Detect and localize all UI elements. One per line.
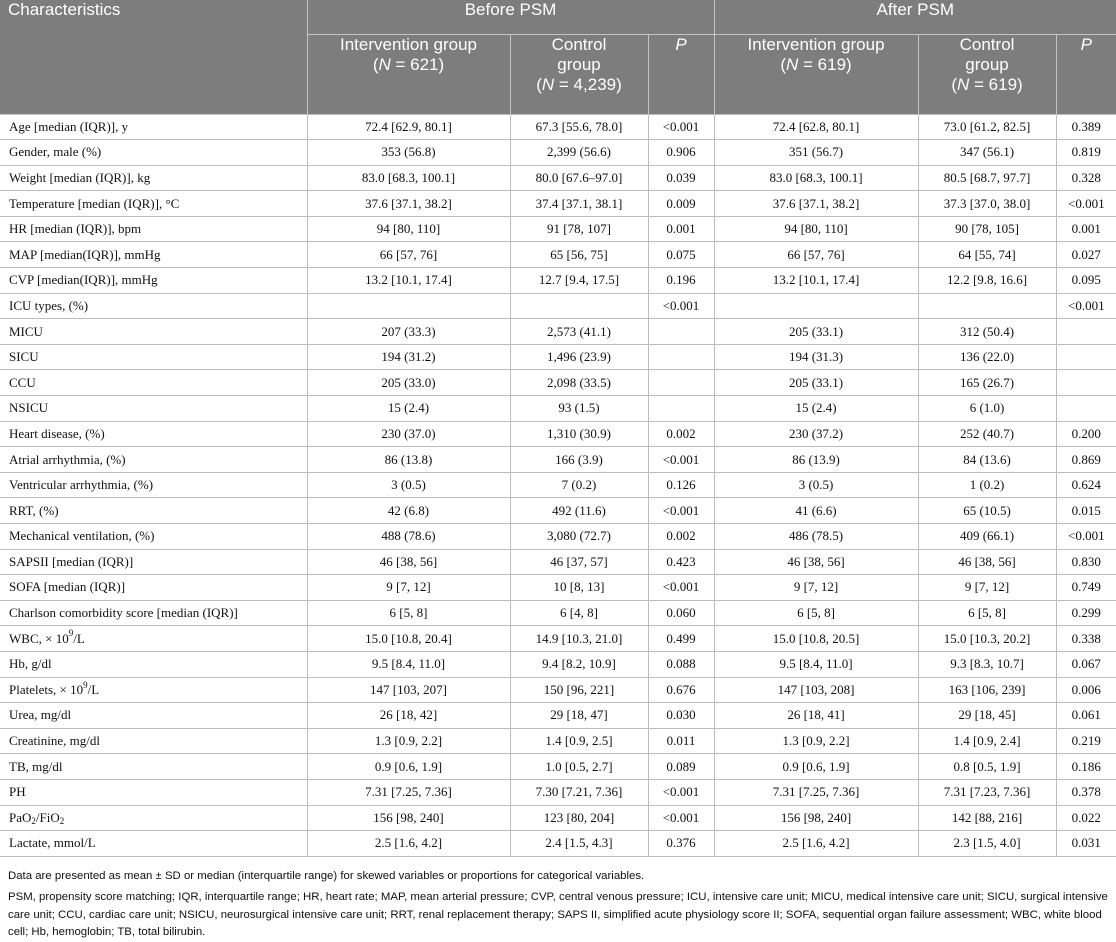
after-p-cell: 0.389 bbox=[1056, 114, 1116, 140]
before-control-cell: 91 [78, 107] bbox=[510, 216, 648, 242]
table-row bbox=[0, 140, 1116, 166]
after-control-cell: 65 (10.5) bbox=[918, 498, 1056, 524]
after-control-cell: 7.31 [7.23, 7.36] bbox=[918, 779, 1056, 805]
table-footnotes bbox=[0, 857, 1116, 942]
before-intervention-cell: 66 [57, 76] bbox=[307, 242, 510, 268]
header-after-control bbox=[918, 34, 1056, 114]
after-p-cell: <0.001 bbox=[1056, 191, 1116, 217]
table-row bbox=[0, 370, 1116, 396]
before-p-cell: 0.002 bbox=[648, 524, 714, 550]
before-intervention-cell: 205 (33.0) bbox=[307, 370, 510, 396]
after-p-cell: 0.001 bbox=[1056, 216, 1116, 242]
after-intervention-cell: 37.6 [37.1, 38.2] bbox=[714, 191, 918, 217]
table-row bbox=[0, 114, 1116, 140]
before-p-cell: <0.001 bbox=[648, 114, 714, 140]
before-p-cell: 0.039 bbox=[648, 165, 714, 191]
before-control-cell: 37.4 [37.1, 38.1] bbox=[510, 191, 648, 217]
after-intervention-cell: 15.0 [10.8, 20.5] bbox=[714, 626, 918, 652]
table-row bbox=[0, 651, 1116, 677]
after-control-cell: 9 [7, 12] bbox=[918, 575, 1056, 601]
after-control-cell: 80.5 [68.7, 97.7] bbox=[918, 165, 1056, 191]
after-p-cell: 0.624 bbox=[1056, 472, 1116, 498]
row-label: Platelets, × $10^9/L$ bbox=[0, 677, 307, 703]
before-intervention-cell bbox=[307, 293, 510, 319]
after-intervention-cell: 194 (31.3) bbox=[714, 344, 918, 370]
after-p-cell: 0.095 bbox=[1056, 268, 1116, 294]
table-row bbox=[0, 677, 1116, 703]
before-control-cell: 6 [4, 8] bbox=[510, 600, 648, 626]
row-label: CVP [median(IQR)], mmHg bbox=[0, 268, 307, 294]
table-row bbox=[0, 242, 1116, 268]
before-control-cell: 3,080 (72.7) bbox=[510, 524, 648, 550]
before-intervention-cell: 147 [103, 207] bbox=[307, 677, 510, 703]
table-row bbox=[0, 293, 1116, 319]
table-row bbox=[0, 549, 1116, 575]
before-control-cell: 2,573 (41.1) bbox=[510, 319, 648, 345]
after-p-cell: 0.200 bbox=[1056, 421, 1116, 447]
row-label: ICU types, (%) bbox=[0, 293, 307, 319]
table-row bbox=[0, 728, 1116, 754]
after-control-cell: 15.0 [10.3, 20.2] bbox=[918, 626, 1056, 652]
before-control-cell: 492 (11.6) bbox=[510, 498, 648, 524]
table-row bbox=[0, 421, 1116, 447]
header-before-control bbox=[510, 34, 648, 114]
table-row bbox=[0, 805, 1116, 831]
row-label: Age [median (IQR)], y bbox=[0, 114, 307, 140]
before-p-cell: 0.126 bbox=[648, 472, 714, 498]
header-group-n: (N = 619) bbox=[951, 74, 1023, 94]
before-control-cell: 1.4 [0.9, 2.5] bbox=[510, 728, 648, 754]
after-intervention-cell: 86 (13.9) bbox=[714, 447, 918, 473]
after-control-cell: 73.0 [61.2, 82.5] bbox=[918, 114, 1056, 140]
row-label: Creatinine, mg/dl bbox=[0, 728, 307, 754]
before-intervention-cell: 72.4 [62.9, 80.1] bbox=[307, 114, 510, 140]
before-intervention-cell: 15 (2.4) bbox=[307, 396, 510, 422]
row-label: RRT, (%) bbox=[0, 498, 307, 524]
row-label: SICU bbox=[0, 344, 307, 370]
table-row bbox=[0, 524, 1116, 550]
before-control-cell: 7.30 [7.21, 7.36] bbox=[510, 779, 648, 805]
after-control-cell: 136 (22.0) bbox=[918, 344, 1056, 370]
before-p-cell: 0.376 bbox=[648, 831, 714, 857]
row-label: TB, mg/dl bbox=[0, 754, 307, 780]
before-control-cell: 93 (1.5) bbox=[510, 396, 648, 422]
row-label: Heart disease, (%) bbox=[0, 421, 307, 447]
before-control-cell: 10 [8, 13] bbox=[510, 575, 648, 601]
before-p-cell: 0.011 bbox=[648, 728, 714, 754]
after-p-cell: 0.022 bbox=[1056, 805, 1116, 831]
header-before-intervention bbox=[307, 34, 510, 114]
before-p-cell: 0.060 bbox=[648, 600, 714, 626]
after-p-cell bbox=[1056, 344, 1116, 370]
after-p-cell: 0.869 bbox=[1056, 447, 1116, 473]
after-p-cell: 0.749 bbox=[1056, 575, 1116, 601]
table-row bbox=[0, 703, 1116, 729]
after-control-cell: 165 (26.7) bbox=[918, 370, 1056, 396]
after-intervention-cell: 83.0 [68.3, 100.1] bbox=[714, 165, 918, 191]
after-control-cell: 409 (66.1) bbox=[918, 524, 1056, 550]
row-label: SAPSII [median (IQR)] bbox=[0, 549, 307, 575]
after-intervention-cell: 205 (33.1) bbox=[714, 370, 918, 396]
before-control-cell: 46 [37, 57] bbox=[510, 549, 648, 575]
table-row bbox=[0, 344, 1116, 370]
before-control-cell: 2.4 [1.5, 4.3] bbox=[510, 831, 648, 857]
before-intervention-cell: 42 (6.8) bbox=[307, 498, 510, 524]
after-p-cell: 0.031 bbox=[1056, 831, 1116, 857]
after-intervention-cell: 6 [5, 8] bbox=[714, 600, 918, 626]
after-control-cell: 84 (13.6) bbox=[918, 447, 1056, 473]
after-intervention-cell: 41 (6.6) bbox=[714, 498, 918, 524]
before-intervention-cell: 207 (33.3) bbox=[307, 319, 510, 345]
after-intervention-cell: 230 (37.2) bbox=[714, 421, 918, 447]
after-control-cell: 1 (0.2) bbox=[918, 472, 1056, 498]
after-intervention-cell: 9.5 [8.4, 11.0] bbox=[714, 651, 918, 677]
row-label: Mechanical ventilation, (%) bbox=[0, 524, 307, 550]
before-intervention-cell: 3 (0.5) bbox=[307, 472, 510, 498]
after-control-cell: 6 (1.0) bbox=[918, 396, 1056, 422]
before-p-cell: 0.030 bbox=[648, 703, 714, 729]
table-row bbox=[0, 191, 1116, 217]
after-intervention-cell bbox=[714, 293, 918, 319]
after-intervention-cell: 13.2 [10.1, 17.4] bbox=[714, 268, 918, 294]
header-after-psm: After PSM bbox=[714, 0, 1116, 34]
before-control-cell: 14.9 [10.3, 21.0] bbox=[510, 626, 648, 652]
before-control-cell: 1,496 (23.9) bbox=[510, 344, 648, 370]
table-row bbox=[0, 575, 1116, 601]
before-intervention-cell: 1.3 [0.9, 2.2] bbox=[307, 728, 510, 754]
before-intervention-cell: 46 [38, 56] bbox=[307, 549, 510, 575]
row-label: NSICU bbox=[0, 396, 307, 422]
header-group-name: Control group bbox=[551, 34, 607, 74]
before-p-cell: 0.088 bbox=[648, 651, 714, 677]
after-control-cell bbox=[918, 293, 1056, 319]
before-p-cell bbox=[648, 396, 714, 422]
table-row bbox=[0, 498, 1116, 524]
before-control-cell: 2,399 (56.6) bbox=[510, 140, 648, 166]
after-control-cell: 142 [88, 216] bbox=[918, 805, 1056, 831]
header-group-n: (N = 619) bbox=[780, 54, 852, 74]
after-control-cell: 29 [18, 45] bbox=[918, 703, 1056, 729]
after-control-cell: 90 [78, 105] bbox=[918, 216, 1056, 242]
before-p-cell: 0.075 bbox=[648, 242, 714, 268]
row-label: PaO$_2$/FiO$_2$ bbox=[0, 805, 307, 831]
before-intervention-cell: 94 [80, 110] bbox=[307, 216, 510, 242]
after-intervention-cell: 72.4 [62.8, 80.1] bbox=[714, 114, 918, 140]
after-intervention-cell: 147 [103, 208] bbox=[714, 677, 918, 703]
before-p-cell: 0.423 bbox=[648, 549, 714, 575]
after-intervention-cell: 351 (56.7) bbox=[714, 140, 918, 166]
table-row bbox=[0, 472, 1116, 498]
after-p-cell: 0.830 bbox=[1056, 549, 1116, 575]
header-row-top bbox=[0, 0, 1116, 34]
before-control-cell: 67.3 [55.6, 78.0] bbox=[510, 114, 648, 140]
before-p-cell: <0.001 bbox=[648, 447, 714, 473]
after-control-cell: 252 (40.7) bbox=[918, 421, 1056, 447]
after-intervention-cell: 486 (78.5) bbox=[714, 524, 918, 550]
before-intervention-cell: 13.2 [10.1, 17.4] bbox=[307, 268, 510, 294]
before-control-cell: 1,310 (30.9) bbox=[510, 421, 648, 447]
before-p-cell: 0.499 bbox=[648, 626, 714, 652]
before-control-cell: 80.0 [67.6–97.0] bbox=[510, 165, 648, 191]
after-control-cell: 46 [38, 56] bbox=[918, 549, 1056, 575]
after-intervention-cell: 7.31 [7.25, 7.36] bbox=[714, 779, 918, 805]
after-p-cell: 0.067 bbox=[1056, 651, 1116, 677]
header-group-name: Intervention group bbox=[339, 34, 478, 54]
before-intervention-cell: 86 (13.8) bbox=[307, 447, 510, 473]
before-p-cell: <0.001 bbox=[648, 779, 714, 805]
row-label: HR [median (IQR)], bpm bbox=[0, 216, 307, 242]
after-control-cell: 0.8 [0.5, 1.9] bbox=[918, 754, 1056, 780]
row-label: Atrial arrhythmia, (%) bbox=[0, 447, 307, 473]
before-control-cell bbox=[510, 293, 648, 319]
before-p-cell bbox=[648, 370, 714, 396]
header-group-name: Intervention group bbox=[747, 34, 885, 54]
after-p-cell: 0.015 bbox=[1056, 498, 1116, 524]
before-control-cell: 12.7 [9.4, 17.5] bbox=[510, 268, 648, 294]
table-row bbox=[0, 447, 1116, 473]
after-control-cell: 6 [5, 8] bbox=[918, 600, 1056, 626]
after-p-cell: 0.338 bbox=[1056, 626, 1116, 652]
row-label: Gender, male (%) bbox=[0, 140, 307, 166]
before-control-cell: 29 [18, 47] bbox=[510, 703, 648, 729]
row-label: CCU bbox=[0, 370, 307, 396]
before-p-cell: 0.002 bbox=[648, 421, 714, 447]
after-p-cell bbox=[1056, 319, 1116, 345]
before-intervention-cell: 156 [98, 240] bbox=[307, 805, 510, 831]
after-p-cell: 0.299 bbox=[1056, 600, 1116, 626]
before-p-cell: <0.001 bbox=[648, 805, 714, 831]
after-p-cell: 0.006 bbox=[1056, 677, 1116, 703]
table-row bbox=[0, 165, 1116, 191]
after-control-cell: 2.3 [1.5, 4.0] bbox=[918, 831, 1056, 857]
after-intervention-cell: 46 [38, 56] bbox=[714, 549, 918, 575]
before-control-cell: 7 (0.2) bbox=[510, 472, 648, 498]
before-p-cell: 0.001 bbox=[648, 216, 714, 242]
before-intervention-cell: 26 [18, 42] bbox=[307, 703, 510, 729]
before-intervention-cell: 15.0 [10.8, 20.4] bbox=[307, 626, 510, 652]
header-before-psm: Before PSM bbox=[307, 0, 714, 34]
header-before-p: P bbox=[648, 34, 714, 114]
before-p-cell: 0.676 bbox=[648, 677, 714, 703]
row-label: Temperature [median (IQR)], °C bbox=[0, 191, 307, 217]
table-row bbox=[0, 396, 1116, 422]
row-label: Urea, mg/dl bbox=[0, 703, 307, 729]
before-intervention-cell: 2.5 [1.6, 4.2] bbox=[307, 831, 510, 857]
before-intervention-cell: 37.6 [37.1, 38.2] bbox=[307, 191, 510, 217]
before-intervention-cell: 83.0 [68.3, 100.1] bbox=[307, 165, 510, 191]
after-p-cell: 0.186 bbox=[1056, 754, 1116, 780]
header-after-p: P bbox=[1056, 34, 1116, 114]
after-control-cell: 9.3 [8.3, 10.7] bbox=[918, 651, 1056, 677]
before-p-cell bbox=[648, 319, 714, 345]
after-control-cell: 163 [106, 239] bbox=[918, 677, 1056, 703]
after-control-cell: 12.2 [9.8, 16.6] bbox=[918, 268, 1056, 294]
before-p-cell: 0.089 bbox=[648, 754, 714, 780]
after-intervention-cell: 15 (2.4) bbox=[714, 396, 918, 422]
after-p-cell: <0.001 bbox=[1056, 524, 1116, 550]
footnote-data-presentation: Data are presented as mean ± SD or median (interquartile range) for skewed variables or proportions for categorical variables. bbox=[8, 869, 645, 882]
before-p-cell bbox=[648, 344, 714, 370]
before-p-cell: 0.009 bbox=[648, 191, 714, 217]
row-label: PH bbox=[0, 779, 307, 805]
after-p-cell: 0.378 bbox=[1056, 779, 1116, 805]
before-intervention-cell: 6 [5, 8] bbox=[307, 600, 510, 626]
before-control-cell: 9.4 [8.2, 10.9] bbox=[510, 651, 648, 677]
after-control-cell: 347 (56.1) bbox=[918, 140, 1056, 166]
row-label: Lactate, mmol/L bbox=[0, 831, 307, 857]
before-control-cell: 1.0 [0.5, 2.7] bbox=[510, 754, 648, 780]
table-row bbox=[0, 268, 1116, 294]
after-p-cell: 0.328 bbox=[1056, 165, 1116, 191]
after-intervention-cell: 205 (33.1) bbox=[714, 319, 918, 345]
row-label: MAP [median(IQR)], mmHg bbox=[0, 242, 307, 268]
after-intervention-cell: 66 [57, 76] bbox=[714, 242, 918, 268]
header-group-name: Control group bbox=[959, 34, 1015, 74]
after-intervention-cell: 2.5 [1.6, 4.2] bbox=[714, 831, 918, 857]
before-intervention-cell: 194 (31.2) bbox=[307, 344, 510, 370]
after-intervention-cell: 94 [80, 110] bbox=[714, 216, 918, 242]
footnote-abbreviations: PSM, propensity score matching; IQR, interquartile range; HR, heart rate; MAP, mean arterial pressure; CVP, central venous pressure; ICU, intensive care unit; MICU, medical intensive care unit; SICU, surgical intensive care unit; CCU, cardiac care unit; NSICU, neurosurgical intensive care unit; RRT, renal replacement therapy; SAPS II, simplified acute physiology score II; SOFA, sequential organ failure assessment; WBC, white blood cell; Hb, hemoglobin; TB, total bilirubin. bbox=[8, 891, 1108, 939]
header-group-n: (N = 4,239) bbox=[536, 74, 622, 94]
table-row bbox=[0, 319, 1116, 345]
before-intervention-cell: 0.9 [0.6, 1.9] bbox=[307, 754, 510, 780]
after-control-cell: 312 (50.4) bbox=[918, 319, 1056, 345]
table-row bbox=[0, 754, 1116, 780]
row-label: Ventricular arrhythmia, (%) bbox=[0, 472, 307, 498]
table-row bbox=[0, 216, 1116, 242]
after-p-cell bbox=[1056, 396, 1116, 422]
before-p-cell: 0.906 bbox=[648, 140, 714, 166]
before-intervention-cell: 230 (37.0) bbox=[307, 421, 510, 447]
table-body bbox=[0, 114, 1116, 856]
before-intervention-cell: 9.5 [8.4, 11.0] bbox=[307, 651, 510, 677]
after-intervention-cell: 3 (0.5) bbox=[714, 472, 918, 498]
after-p-cell: <0.001 bbox=[1056, 293, 1116, 319]
row-label: Charlson comorbidity score [median (IQR)] bbox=[0, 600, 307, 626]
after-intervention-cell: 0.9 [0.6, 1.9] bbox=[714, 754, 918, 780]
row-label: SOFA [median (IQR)] bbox=[0, 575, 307, 601]
before-control-cell: 2,098 (33.5) bbox=[510, 370, 648, 396]
after-intervention-cell: 156 [98, 240] bbox=[714, 805, 918, 831]
after-intervention-cell: 1.3 [0.9, 2.2] bbox=[714, 728, 918, 754]
header-after-intervention bbox=[714, 34, 918, 114]
before-p-cell: <0.001 bbox=[648, 498, 714, 524]
header-characteristics: Characteristics bbox=[0, 0, 307, 114]
after-control-cell: 1.4 [0.9, 2.4] bbox=[918, 728, 1056, 754]
after-intervention-cell: 26 [18, 41] bbox=[714, 703, 918, 729]
before-p-cell: 0.196 bbox=[648, 268, 714, 294]
before-intervention-cell: 7.31 [7.25, 7.36] bbox=[307, 779, 510, 805]
after-p-cell bbox=[1056, 370, 1116, 396]
after-p-cell: 0.061 bbox=[1056, 703, 1116, 729]
table-row bbox=[0, 626, 1116, 652]
after-p-cell: 0.219 bbox=[1056, 728, 1116, 754]
table-row bbox=[0, 831, 1116, 857]
before-control-cell: 123 [80, 204] bbox=[510, 805, 648, 831]
table-row bbox=[0, 779, 1116, 805]
before-control-cell: 150 [96, 221] bbox=[510, 677, 648, 703]
before-control-cell: 166 (3.9) bbox=[510, 447, 648, 473]
before-intervention-cell: 353 (56.8) bbox=[307, 140, 510, 166]
before-p-cell: <0.001 bbox=[648, 293, 714, 319]
header-group-n: (N = 621) bbox=[372, 54, 445, 74]
row-label: WBC, × $10^9/L$ bbox=[0, 626, 307, 652]
after-p-cell: 0.819 bbox=[1056, 140, 1116, 166]
table-row bbox=[0, 600, 1116, 626]
after-control-cell: 37.3 [37.0, 38.0] bbox=[918, 191, 1056, 217]
before-intervention-cell: 9 [7, 12] bbox=[307, 575, 510, 601]
after-p-cell: 0.027 bbox=[1056, 242, 1116, 268]
after-control-cell: 64 [55, 74] bbox=[918, 242, 1056, 268]
after-intervention-cell: 9 [7, 12] bbox=[714, 575, 918, 601]
row-label: Weight [median (IQR)], kg bbox=[0, 165, 307, 191]
before-p-cell: <0.001 bbox=[648, 575, 714, 601]
before-intervention-cell: 488 (78.6) bbox=[307, 524, 510, 550]
row-label: Hb, g/dl bbox=[0, 651, 307, 677]
row-label: MICU bbox=[0, 319, 307, 345]
before-control-cell: 65 [56, 75] bbox=[510, 242, 648, 268]
